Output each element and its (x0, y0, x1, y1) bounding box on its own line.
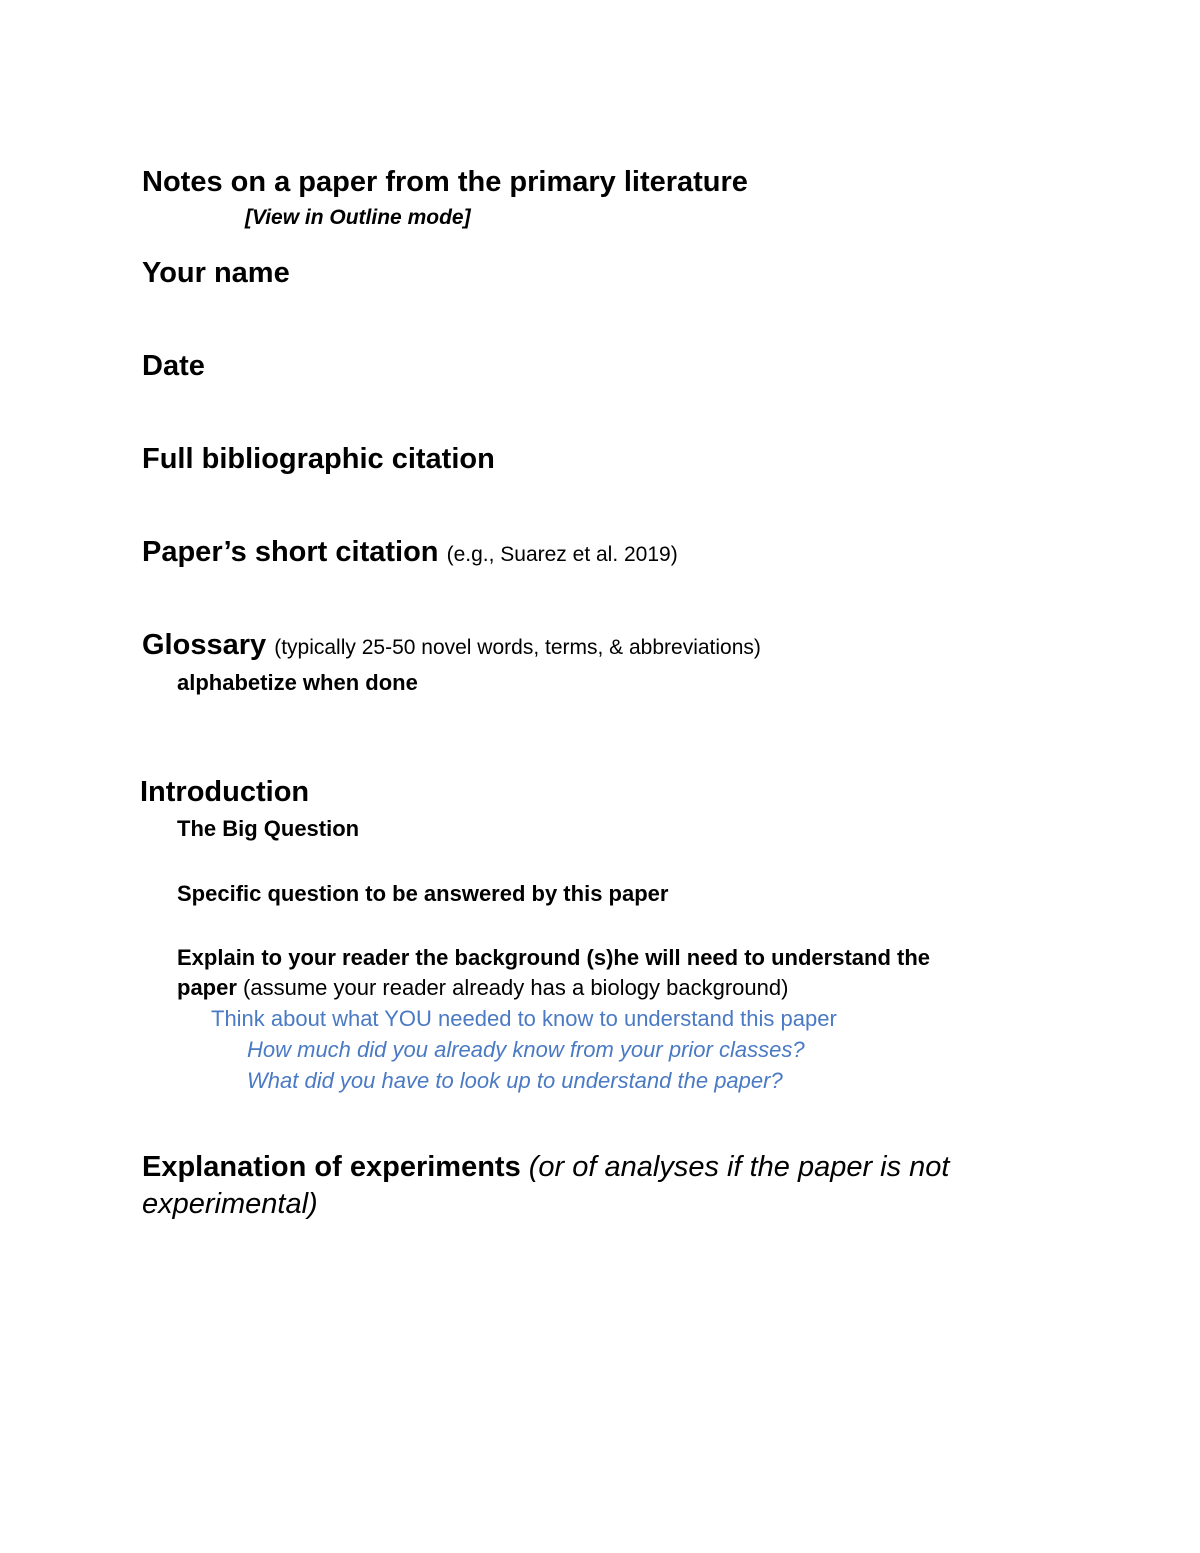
full-citation-heading: Full bibliographic citation (142, 443, 495, 475)
big-question-heading: The Big Question (177, 816, 360, 841)
background-heading-line2 (177, 975, 788, 1000)
short-citation-heading: Paper’s short citation (142, 536, 439, 568)
background-heading-line1: Explain to your reader the background (s)he will need to understand the (177, 945, 930, 970)
experiments-note-line2: experimental) (142, 1188, 318, 1220)
experiments-line1 (142, 1151, 950, 1184)
look-up-note: What did you have to look up to understand the paper? (247, 1068, 783, 1093)
glossary-note: (typically 25-50 novel words, terms, & abbreviations) (274, 636, 761, 659)
experiments-note-line1: (or of analyses if the paper is not (528, 1151, 950, 1183)
prior-classes-note: How much did you already know from your prior classes? (247, 1037, 805, 1062)
specific-question-heading: Specific question to be answered by this paper (177, 881, 669, 906)
date-heading: Date (142, 350, 205, 382)
background-note: (assume your reader already has a biology background) (236, 975, 789, 1000)
document-title: Notes on a paper from the primary literature (142, 166, 748, 198)
outline-mode-note: [View in Outline mode] (245, 206, 471, 229)
glossary-instruction: alphabetize when done (177, 670, 418, 695)
your-name-heading: Your name (142, 257, 290, 289)
introduction-heading: Introduction (140, 776, 310, 808)
glossary-heading: Glossary (142, 629, 267, 661)
background-heading-paper: paper (177, 975, 237, 1000)
think-about-note: Think about what YOU needed to know to understand this paper (211, 1006, 837, 1031)
glossary-line (142, 629, 761, 662)
short-citation-line (142, 536, 678, 569)
short-citation-example: (e.g., Suarez et al. 2019) (446, 543, 678, 566)
experiments-heading: Explanation of experiments (142, 1151, 521, 1183)
